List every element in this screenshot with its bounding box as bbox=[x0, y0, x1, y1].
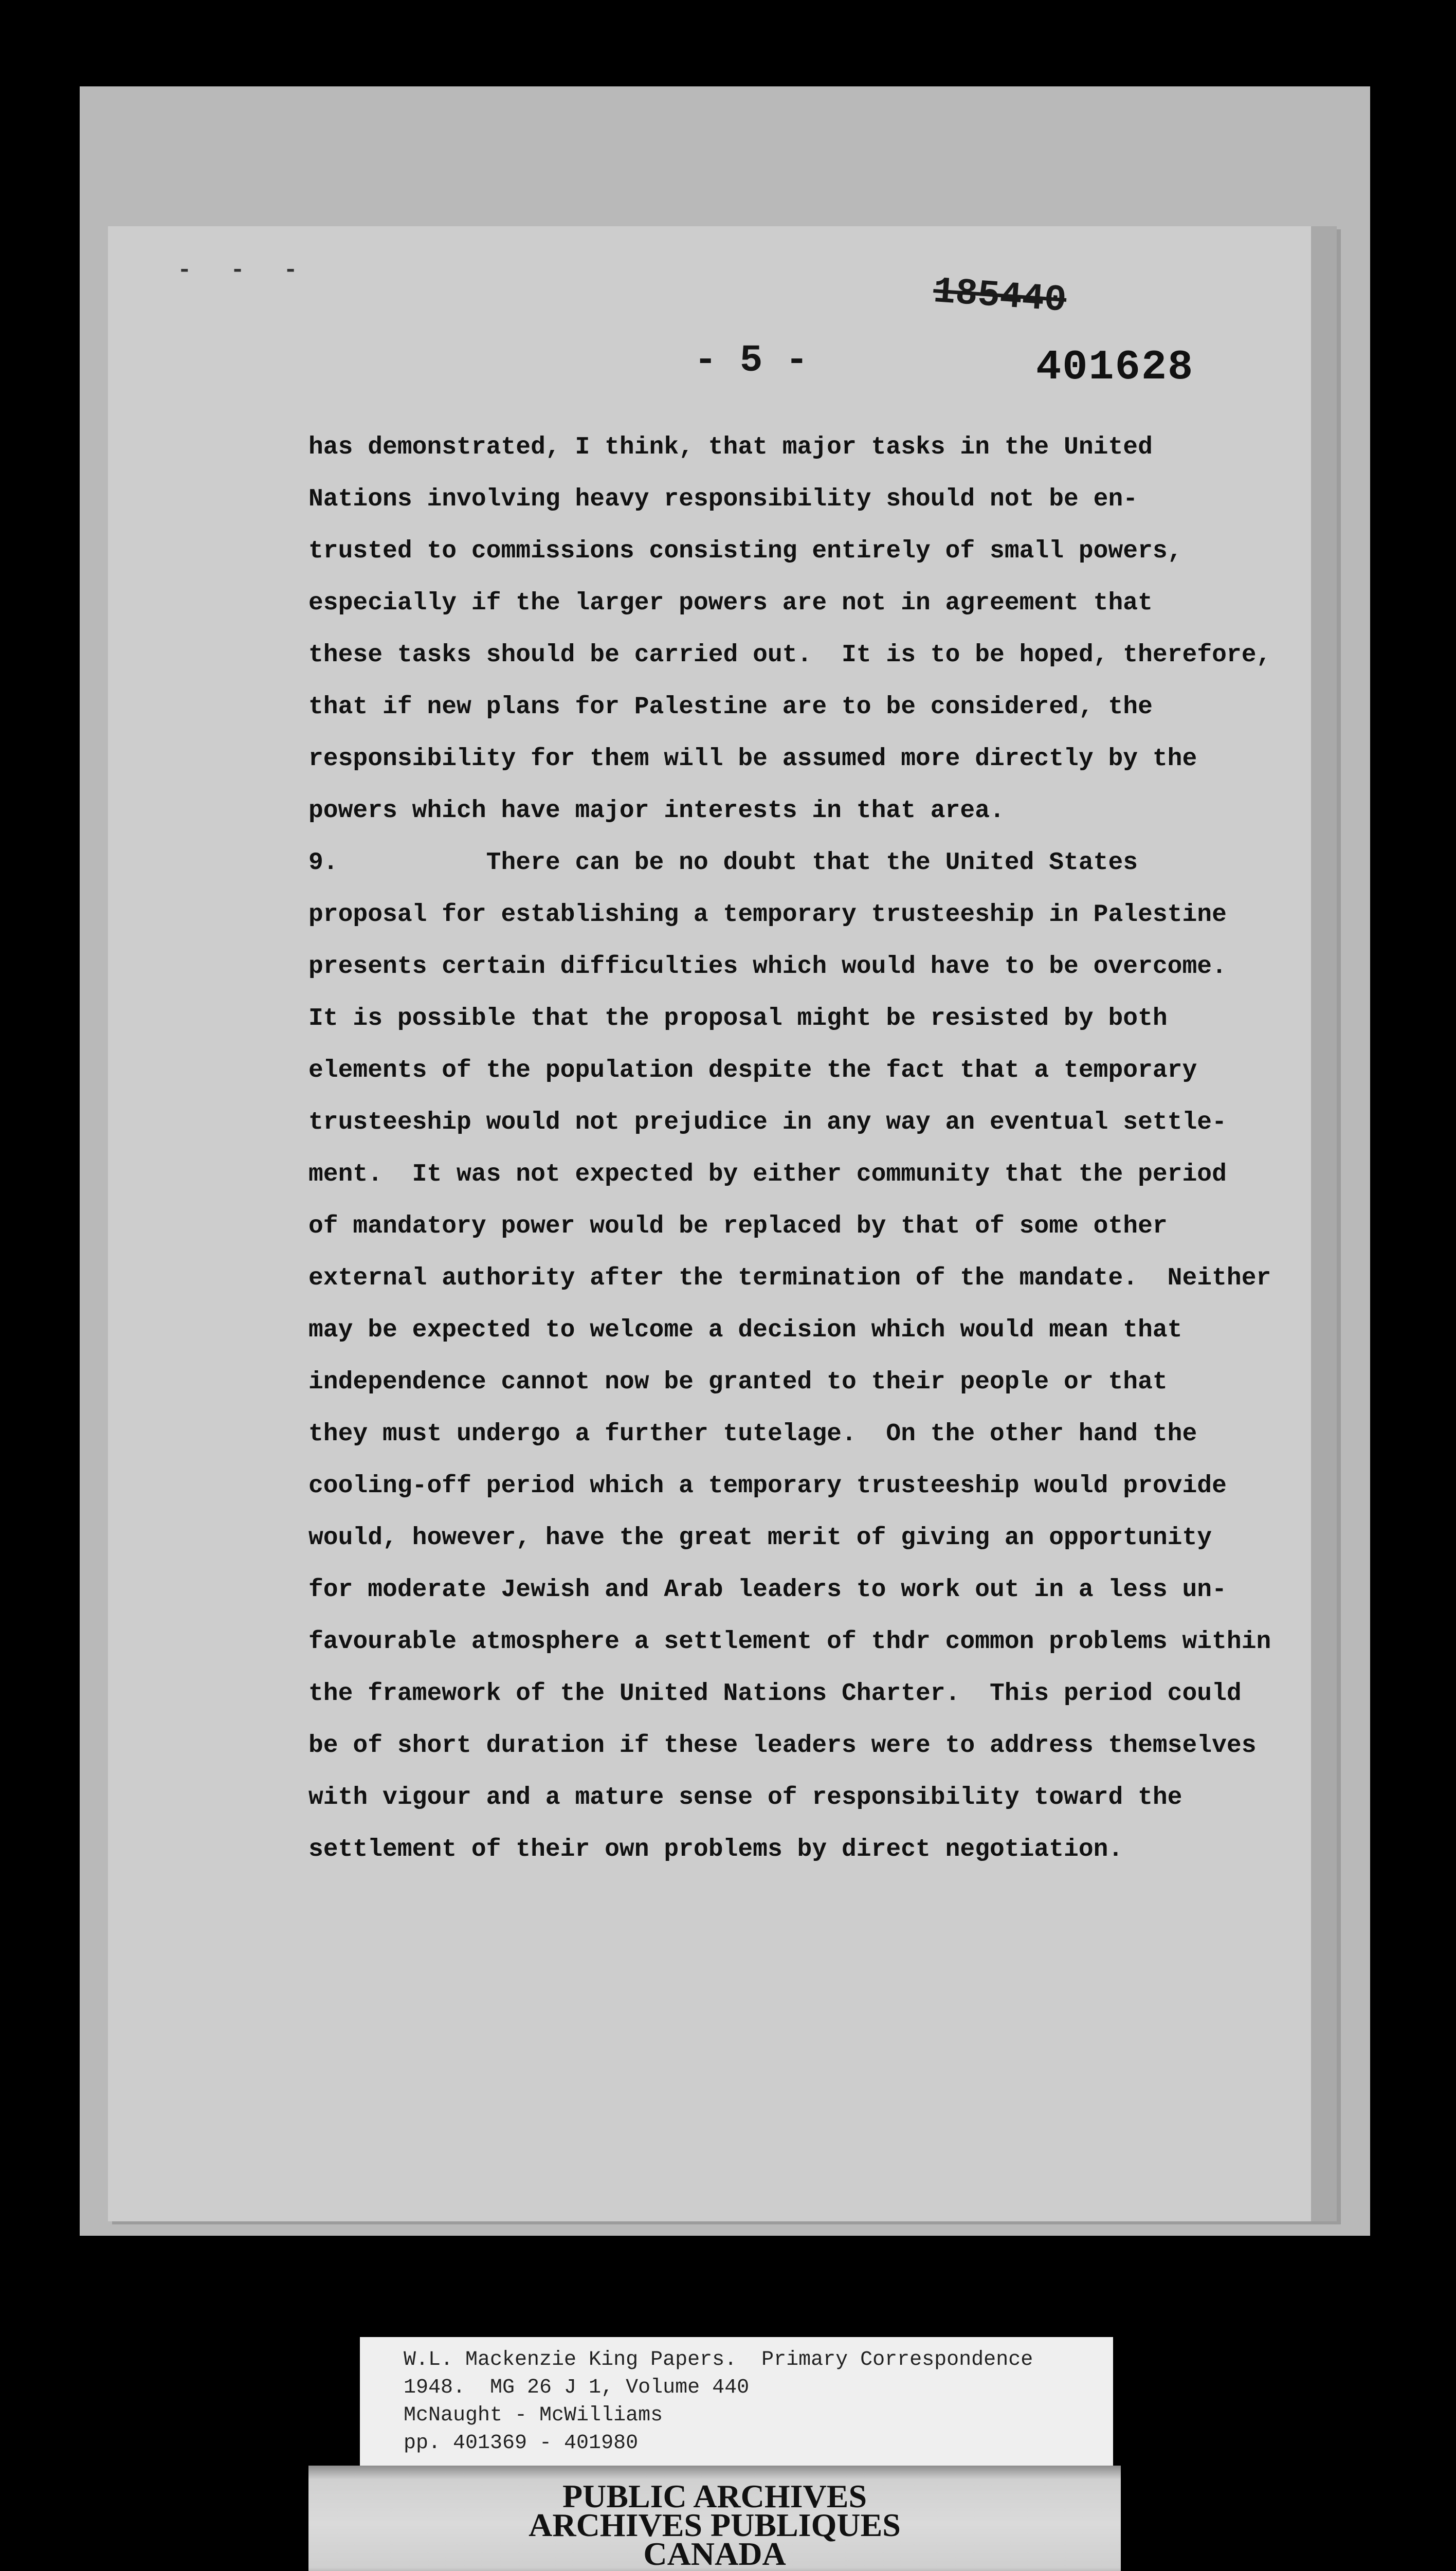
text-line: especially if the larger powers are not in agreement that bbox=[308, 589, 1153, 617]
text-line: responsibility for them will be assumed more directly by the bbox=[308, 745, 1197, 773]
crossed-out-stamp-number: 185440 bbox=[932, 270, 1068, 322]
text-line: presents certain difficulties which would have to be overcome. bbox=[308, 953, 1227, 981]
text-line: external authority after the termination of the mandate. Neither bbox=[308, 1264, 1271, 1292]
text-line: these tasks should be carried out. It is to be hoped, therefore, bbox=[308, 641, 1271, 669]
text-line: It is possible that the proposal might be resisted by both bbox=[308, 1005, 1168, 1033]
text-line: 9. There can be no doubt that the United States bbox=[308, 849, 1138, 877]
letter-body bbox=[308, 422, 1326, 1876]
text-line: be of short duration if these leaders were to address themselves bbox=[308, 1732, 1257, 1760]
text-line: that if new plans for Palestine are to be considered, the bbox=[308, 693, 1153, 721]
typed-page bbox=[108, 226, 1337, 2221]
text-line: has demonstrated, I think, that major tasks in the United bbox=[308, 433, 1153, 461]
text-line: cooling-off period which a temporary trusteeship would provide bbox=[308, 1472, 1227, 1500]
text-line: proposal for establishing a temporary trusteeship in Palestine bbox=[308, 901, 1227, 929]
text-line: of mandatory power would be replaced by that of some other bbox=[308, 1212, 1168, 1240]
archives-name-english: PUBLIC ARCHIVES bbox=[562, 2478, 867, 2514]
text-line: may be expected to welcome a decision which would mean that bbox=[308, 1316, 1182, 1344]
text-line: the framework of the United Nations Charter. This period could bbox=[308, 1680, 1242, 1708]
text-line: Nations involving heavy responsibility should not be en- bbox=[308, 485, 1138, 513]
text-line: would, however, have the great merit of giving an opportunity bbox=[308, 1524, 1212, 1552]
text-line: powers which have major interests in that area. bbox=[308, 797, 1005, 825]
text-line: independence cannot now be granted to their people or that bbox=[308, 1368, 1168, 1396]
citation-line: McNaught - McWilliams bbox=[404, 2404, 663, 2427]
text-line: with vigour and a mature sense of responsibility toward the bbox=[308, 1784, 1182, 1812]
margin-marks: - - - bbox=[177, 257, 311, 284]
citation-line: 1948. MG 26 J 1, Volume 440 bbox=[404, 2376, 750, 2399]
archive-stamp-number: 401628 bbox=[1036, 343, 1194, 391]
text-line: favourable atmosphere a settlement of thdr common problems within bbox=[308, 1628, 1271, 1656]
text-line: they must undergo a further tutelage. On the other hand the bbox=[308, 1420, 1197, 1448]
text-line: settlement of their own problems by direct negotiation. bbox=[308, 1836, 1123, 1863]
citation-line: pp. 401369 - 401980 bbox=[404, 2432, 639, 2455]
archives-name-french: ARCHIVES PUBLIQUES bbox=[529, 2507, 901, 2543]
text-line: for moderate Jewish and Arab leaders to work out in a less un- bbox=[308, 1576, 1227, 1604]
archive-citation-card bbox=[360, 2337, 1113, 2466]
text-line: trusted to commissions consisting entirely of small powers, bbox=[308, 537, 1182, 565]
text-line: ment. It was not expected by either community that the period bbox=[308, 1161, 1227, 1188]
public-archives-band bbox=[308, 2466, 1121, 2571]
text-line: trusteeship would not prejudice in any way an eventual settle- bbox=[308, 1109, 1227, 1136]
page-number: - 5 - bbox=[694, 339, 809, 383]
archives-country: CANADA bbox=[643, 2536, 786, 2571]
citation-line: W.L. Mackenzie King Papers. Primary Correspondence bbox=[404, 2348, 1033, 2371]
text-line: elements of the population despite the fact that a temporary bbox=[308, 1057, 1197, 1084]
